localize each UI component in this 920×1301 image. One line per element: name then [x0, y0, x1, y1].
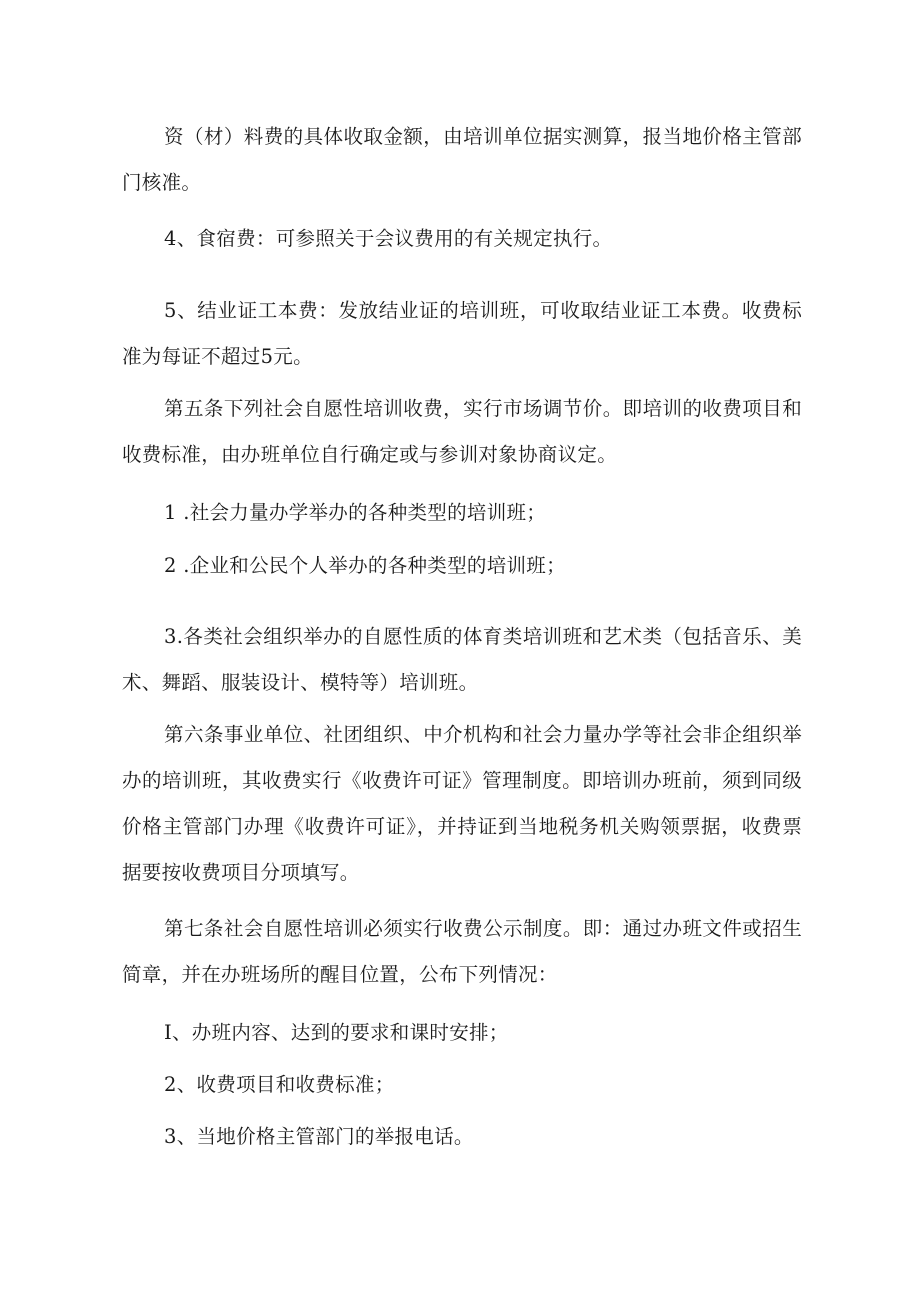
paragraph-material-fee: 资（材）料费的具体收取金额，由培训单位据实测算，报当地价格主管部门核准。 [122, 125, 802, 194]
paragraph-article-6: 第六条事业单位、社团组织、中介机构和社会力量办学等社会非企组织举办的培训班，其收费实行《收费许可证》管理制度。即培训办班前，须到同级价格主管部门办理《收费许可证》，并持证到当地税务机关购领票据，收费票据要按收费项目分项填写。 [122, 723, 802, 884]
paragraph-article-7-item-1: I、办班内容、达到的要求和课时安排； [164, 1021, 509, 1044]
paragraph-item-5-certificate-fee: 5、结业证工本费：发放结业证的培训班，可收取结业证工本费。收费标准为每证不超过5元。 [122, 299, 802, 368]
paragraph-article-5-item-2: 2 .企业和公民个人举办的各种类型的培训班； [164, 554, 566, 577]
paragraph-article-7-item-2: 2、收费项目和收费标准； [164, 1073, 395, 1096]
paragraph-item-4-food-lodging: 4、食宿费：可参照关于会议费用的有关规定执行。 [164, 227, 613, 250]
paragraph-article-5-item-1: 1 .社会力量办学举办的各种类型的培训班； [164, 501, 547, 524]
paragraph-article-5-item-3: 3.各类社会组织举办的自愿性质的体育类培训班和艺术类（包括音乐、美术、舞蹈、服装设计、模特等）培训班。 [122, 625, 802, 694]
paragraph-article-7-item-3: 3、当地价格主管部门的举报电话。 [164, 1125, 474, 1148]
paragraph-article-5: 第五条下列社会自愿性培训收费，实行市场调节价。即培训的收费项目和收费标准，由办班单位自行确定或与参训对象协商议定。 [122, 397, 802, 466]
paragraph-article-7: 第七条社会自愿性培训必须实行收费公示制度。即：通过办班文件或招生简章，并在办班场所的醒目位置，公布下列情况： [122, 917, 802, 986]
